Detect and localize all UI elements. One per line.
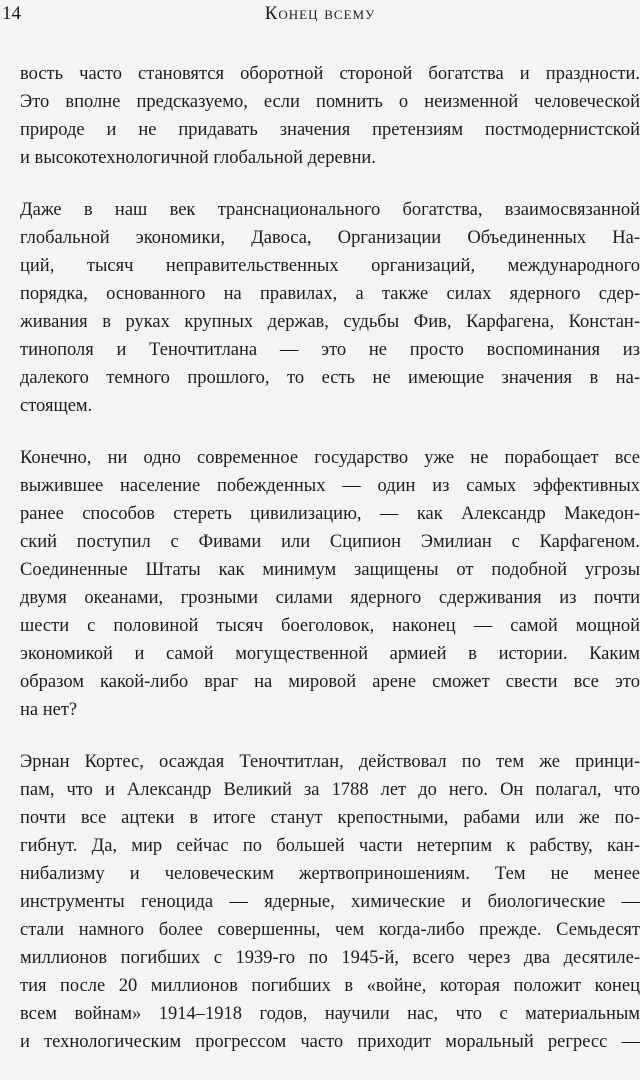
running-title: Конец всему <box>264 3 376 24</box>
text-line: вость часто становятся оборотной стороной богатства и праздности. <box>20 64 640 84</box>
text-line: инструменты геноцида — ядерные, химические и биологические — <box>20 892 640 912</box>
page-number: 14 <box>2 3 21 24</box>
text-line: и высокотехнологичной глобальной деревни. <box>20 148 376 168</box>
text-line: двумя океанами, грозными силами ядерного сдерживания из почти <box>20 588 640 608</box>
text-line: гибнут. Да, мир сейчас по большей части нетерпим к рабству, кан- <box>20 836 640 856</box>
text-line: всем войнам» 1914–1918 годов, научили нас, что с материальным <box>20 1004 640 1024</box>
text-line: образом какой-либо враг на мировой арене сможет свести все это <box>20 672 640 692</box>
paragraph <box>20 444 640 724</box>
text-line: стали намного более совершенны, чем когда-либо прежде. Семьдесят <box>20 920 640 940</box>
text-line: Эрнан Кортес, осаждая Теночтитлан, действовал по тем же принци- <box>20 752 640 772</box>
text-line: ский поступил с Фивами или Сципион Эмилиан с Карфагеном. <box>20 532 640 552</box>
text-line: экономикой и самой могущественной армией в истории. Каким <box>20 644 640 664</box>
text-line: нибализму и человеческим жертвоприношениям. Тем не менее <box>20 864 640 884</box>
text-line: Соединенные Штаты как минимум защищены от подобной угрозы <box>20 560 640 580</box>
text-line: миллионов погибших с 1939-го по 1945-й, всего через два десятиле- <box>20 948 640 968</box>
text-line: живания в руках крупных держав, судьбы Фив, Карфагена, Констан- <box>20 312 640 332</box>
text-line: природе и не придавать значения претензиям постмодернистской <box>20 120 640 140</box>
text-line: Конечно, ни одно современное государство уже не порабощает все <box>20 448 640 468</box>
body-text <box>20 60 640 1080</box>
text-line: ций, тысяч неправительственных организаций, международного <box>20 256 640 276</box>
text-line: порядка, основанного на правилах, а также силах ядерного сдер- <box>20 284 640 304</box>
text-line: далекого темного прошлого, то есть не имеющие значения в на- <box>20 368 640 388</box>
running-head <box>0 2 640 30</box>
text-line: ранее способов стереть цивилизацию, — как Александр Македон- <box>20 504 640 524</box>
text-line: Это вполне предсказуемо, если помнить о неизменной человеческой <box>20 92 640 112</box>
text-line: и технологическим прогрессом часто приходит моральный регресс — <box>20 1032 640 1052</box>
text-line: тия после 20 миллионов погибших в «войне, которая положит конец <box>20 976 640 996</box>
text-line: на нет? <box>20 700 78 720</box>
text-line: шести с половиной тысяч боеголовок, наконец — самой мощной <box>20 616 640 636</box>
text-line: пам, что и Александр Великий за 1788 лет до него. Он полагал, что <box>20 780 640 800</box>
text-line: Даже в наш век транснационального богатства, взаимосвязанной <box>20 200 640 220</box>
text-line: почти все ацтеки в итоге станут крепостными, рабами или же по- <box>20 808 640 828</box>
paragraph <box>20 60 640 172</box>
text-line: стоящем. <box>20 396 93 416</box>
text-line: выжившее население побежденных — один из самых эффективных <box>20 476 640 496</box>
text-line: тинополя и Теночтитлана — это не просто воспоминания из <box>20 340 640 360</box>
paragraph <box>20 748 640 1056</box>
paragraph <box>20 196 640 420</box>
text-line: глобальной экономики, Давоса, Организации Объединенных На- <box>20 228 640 248</box>
